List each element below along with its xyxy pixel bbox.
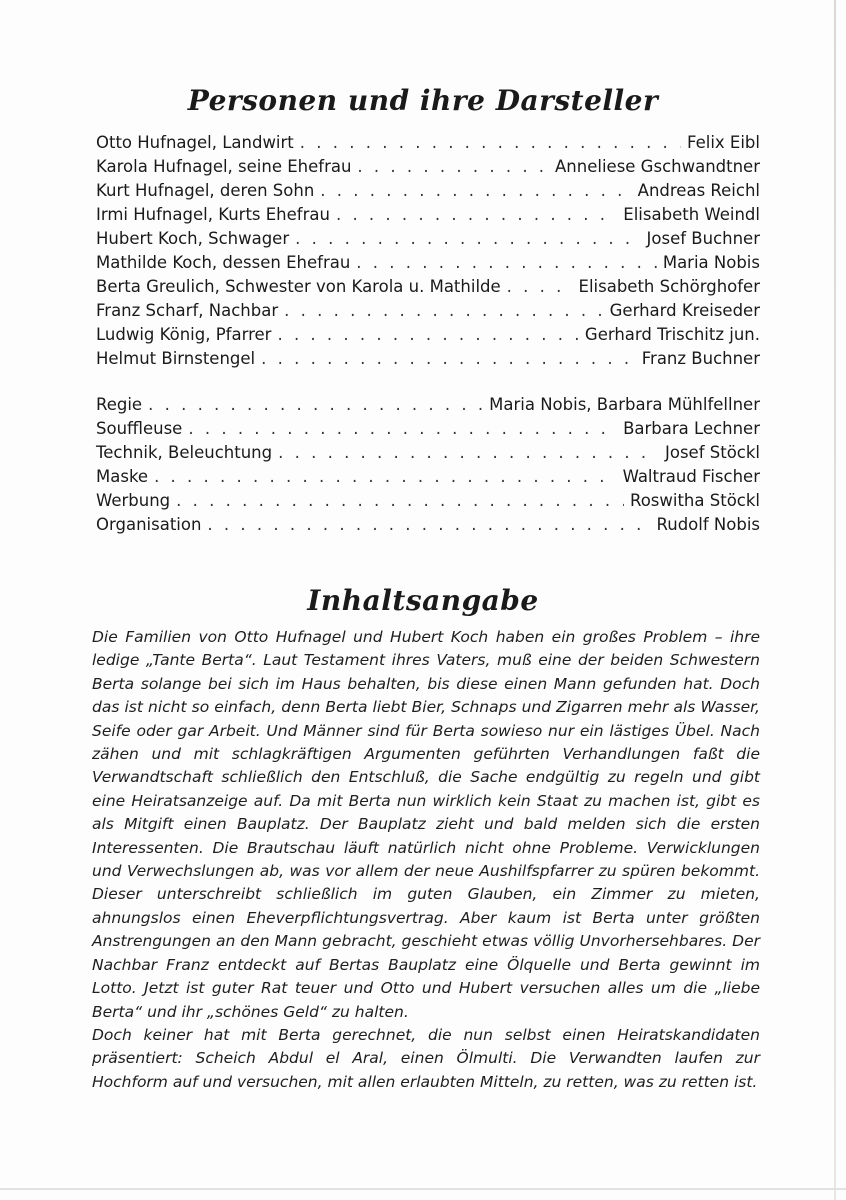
- actor-name: Elisabeth Schörghofer: [578, 277, 760, 296]
- crew-role: Werbung: [96, 491, 171, 510]
- actor-name: Maria Nobis: [662, 253, 760, 272]
- page-edge-bottom: [0, 1188, 846, 1190]
- actor-name: Elisabeth Weindl: [623, 205, 760, 224]
- actor-name: Gerhard Kreiseder: [609, 301, 760, 320]
- crew-role: Organisation: [96, 515, 202, 534]
- cast-row: [96, 131, 760, 155]
- crew-role: Maske: [96, 467, 149, 486]
- cast-row: [96, 155, 760, 179]
- dot-leader: [176, 489, 624, 513]
- cast-row: [96, 323, 760, 347]
- role-name: Ludwig König, Pfarrer: [96, 325, 272, 344]
- dot-leader: [207, 513, 650, 537]
- role-name: Berta Greulich, Schwester von Karola u. Mathilde: [96, 277, 501, 296]
- dot-leader: [357, 155, 549, 179]
- actor-name: Franz Buchner: [641, 349, 760, 368]
- crew-row: [96, 393, 760, 417]
- crew-member: Waltraud Fischer: [622, 467, 760, 486]
- crew-row: [96, 465, 760, 489]
- crew-member: Josef Stöckl: [664, 443, 760, 462]
- crew-row: [96, 489, 760, 513]
- summary-paragraph: Doch keiner hat mit Berta gerechnet, die nun selbst einen Heiratskandidaten präsentiert: Scheich Abdul el Aral, einen Ölmulti. Die Verwandten laufen zur Hochform auf und versuchen, mit allen erlaubten Mitteln, zu retten, was zu retten ist.: [92, 1025, 760, 1091]
- crew-role: Regie: [96, 395, 143, 414]
- role-name: Kurt Hufnagel, deren Sohn: [96, 181, 315, 200]
- dot-leader: [356, 251, 657, 275]
- role-name: Hubert Koch, Schwager: [96, 229, 290, 248]
- dot-leader: [336, 203, 617, 227]
- dot-leader: [284, 299, 604, 323]
- cast-row: [96, 203, 760, 227]
- crew-role: Souffleuse: [96, 419, 183, 438]
- role-name: Otto Hufnagel, Landwirt: [96, 133, 294, 152]
- role-name: Mathilde Koch, dessen Ehefrau: [96, 253, 351, 272]
- summary-heading: Inhaltsangabe: [307, 584, 539, 617]
- cast-row: [96, 347, 760, 371]
- cast-row: [96, 227, 760, 251]
- dot-leader: [277, 323, 578, 347]
- crew-member: Barbara Lechner: [623, 419, 760, 438]
- summary-paragraph: Die Familien von Otto Hufnagel und Hubert Koch haben ein großes Problem – ihre ledige „Tante Berta“. Laut Testament ihres Vaters, muß eine der beiden Schwestern Berta solange bei sich im Haus behalten, bis diese einen Mann gefunden hat. Doch das ist nicht so einfach, denn Berta liebt Bier, Schnaps und Zigarren mehr als Wasser, Seife oder gar Arbeit. Und Männer sind für Berta sowieso nur ein lästiges Übel. Nach zähen und mit schlagkräftigen Argumenten geführten Verhandlungen faßt die Verwandtschaft schließlich den Entschluß, die Sache endgültig zu regeln und gibt eine Heiratsanzeige auf. Da mit Berta nun wirklich kein Staat zu machen ist, gibt es als Mitgift einen Bauplatz. Der Bauplatz zieht und bald melden sich die ersten Interessenten. Die Brautschau läuft natürlich nicht ohne Probleme. Verwicklungen und Verwechslungen ab, was vor allem der neue Aushilfspfarrer zu spüren bekommt. Dieser unterschreibt schließlich im guten Glauben, ein Zimmer zu mieten, ahnungslos einen Eheverpflichtungsvertrag. Aber kaum ist Berta unter größten Anstrengungen an den Mann gebracht, geschieht etwas völlig Unvorhersehbares. Der Nachbar Franz entdeckt auf Bertas Bauplatz eine Ölquelle und Berta gewinnt im Lotto. Jetzt ist guter Rat teuer und Otto und Hubert versuchen alles um die „liebe Berta“ und ihr „schönes Geld“ zu halten.: [92, 628, 760, 1021]
- dot-leader: [507, 275, 573, 299]
- role-name: Karola Hufnagel, seine Ehefrau: [96, 157, 352, 176]
- crew-member: Maria Nobis, Barbara Mühlfellner: [489, 395, 760, 414]
- cast-row: [96, 179, 760, 203]
- crew-row: [96, 513, 760, 537]
- actor-name: Felix Eibl: [687, 133, 760, 152]
- actor-name: Josef Buchner: [646, 229, 760, 248]
- crew-row: [96, 441, 760, 465]
- cast-row: [96, 275, 760, 299]
- crew-member: Rudolf Nobis: [656, 515, 760, 534]
- role-name: Franz Scharf, Nachbar: [96, 301, 279, 320]
- actor-name: Anneliese Gschwandtner: [555, 157, 760, 176]
- dot-leader: [154, 465, 617, 489]
- dot-leader: [300, 131, 681, 155]
- crew-member: Roswitha Stöckl: [629, 491, 760, 510]
- dot-leader: [278, 441, 659, 465]
- dot-leader: [261, 347, 636, 371]
- dot-leader: [320, 179, 631, 203]
- dot-leader: [295, 227, 640, 251]
- role-name: Helmut Birnstengel: [96, 349, 256, 368]
- role-name: Irmi Hufnagel, Kurts Ehefrau: [96, 205, 330, 224]
- actor-name: Andreas Reichl: [637, 181, 760, 200]
- crew-list: [96, 393, 760, 537]
- crew-row: [96, 417, 760, 441]
- actor-name: Gerhard Trischitz jun.: [584, 325, 760, 344]
- dot-leader: [148, 393, 483, 417]
- cast-row: [96, 299, 760, 323]
- cast-row: [96, 251, 760, 275]
- dot-leader: [188, 417, 617, 441]
- summary-text: [92, 626, 760, 1094]
- crew-role: Technik, Beleuchtung: [96, 443, 273, 462]
- cast-heading: Personen und ihre Darsteller: [187, 84, 659, 117]
- cast-list: [96, 131, 760, 371]
